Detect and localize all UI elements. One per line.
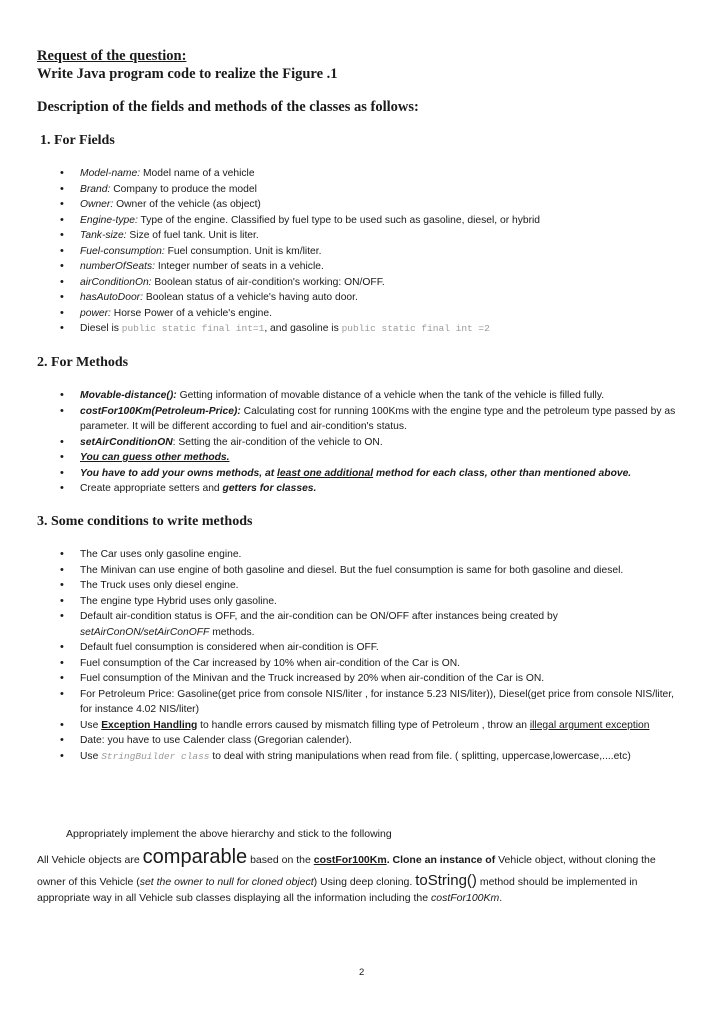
- description-heading: Description of the fields and methods of the classes as follows:: [37, 99, 419, 115]
- list-item: • The Minivan can use engine of both gasoline and diesel. But the fuel consumption is same for both gasoline and diesel.: [0, 563, 680, 579]
- list-item: • airConditionOn: Boolean status of air-condition's working: ON/OFF.: [0, 275, 680, 291]
- closing-line-3: owner of this Vehicle (set the owner to null for cloned object) Using deep cloning. toString() method should be implemented in: [37, 872, 638, 889]
- list-item: • Date: you have to use Calender class (Gregorian calender).: [0, 733, 680, 749]
- methods-section-title: 2. For Methods: [37, 355, 129, 370]
- conditions-list: [0, 547, 680, 764]
- page-number: 2: [359, 967, 365, 978]
- list-item: • Movable-distance(): Getting information of movable distance of a vehicle when the tank of the vehicle is filled fully.: [0, 388, 680, 404]
- list-item: • Engine-type: Type of the engine. Classified by fuel type to be used such as gasoline, diesel, or hybrid: [0, 213, 680, 229]
- list-item: • Create appropriate setters and getters for classes.: [0, 481, 680, 497]
- list-item: • Default fuel consumption is considered when air-condition is OFF.: [0, 640, 680, 656]
- list-item: • Diesel is public static final int=1, and gasoline is public static final int =2: [0, 321, 680, 337]
- conditions-section-title: 3. Some conditions to write methods: [37, 514, 253, 529]
- list-item: • The engine type Hybrid uses only gasoline.: [0, 594, 680, 610]
- list-item: • hasAutoDoor: Boolean status of a vehicle's having auto door.: [0, 290, 680, 306]
- list-item: • The Truck uses only diesel engine.: [0, 578, 680, 594]
- closing-line-2: All Vehicle objects are comparable based on the costFor100Km. Clone an instance of Vehicle object, without cloning the: [37, 846, 656, 868]
- list-item: • setAirConditionON: Setting the air-condition of the vehicle to ON.: [0, 435, 680, 451]
- list-item: • Use StringBuilder class to deal with string manipulations when read from file. ( splitting, uppercase,lowercase,....etc): [0, 749, 680, 765]
- list-item: • You have to add your owns methods, at least one additional method for each class, other than mentioned above.: [0, 466, 680, 482]
- list-item: • Brand: Company to produce the model: [0, 182, 680, 198]
- closing-line-1: Appropriately implement the above hierarchy and stick to the following: [66, 828, 392, 840]
- list-item: • Fuel consumption of the Minivan and the Truck increased by 20% when air-condition of the Car is ON.: [0, 671, 680, 687]
- list-item: • costFor100Km(Petroleum-Price): Calculating cost for running 100Kms with the engine type and the petroleum type passed by as parameter. It will be different according to fuel and air-condition's status.: [0, 404, 680, 435]
- methods-list: [0, 388, 680, 497]
- list-item: • Model-name: Model name of a vehicle: [0, 166, 680, 182]
- list-item: • Owner: Owner of the vehicle (as object): [0, 197, 680, 213]
- list-item: • power: Horse Power of a vehicle's engine.: [0, 306, 680, 322]
- list-item: • Fuel-consumption: Fuel consumption. Unit is km/liter.: [0, 244, 680, 260]
- fields-section-title: 1. For Fields: [40, 133, 115, 148]
- request-text: Write Java program code to realize the Figure .1: [37, 66, 338, 82]
- list-item: • Fuel consumption of the Car increased by 10% when air-condition of the Car is ON.: [0, 656, 680, 672]
- list-item: • Default air-condition status is OFF, and the air-condition can be ON/OFF after instances being created by setAirConON/setAirConOFF methods.: [0, 609, 680, 640]
- list-item: • For Petroleum Price: Gasoline(get price from console NIS/liter , for instance 5.23 NIS/liter)), Diesel(get price from console NIS/liter, for instance 4.02 NIS/liter): [0, 687, 680, 718]
- request-title: Request of the question:: [37, 48, 187, 64]
- closing-line-4: appropriate way in all Vehicle sub classes displaying all the information including the costFor100Km.: [37, 892, 503, 904]
- list-item: • The Car uses only gasoline engine.: [0, 547, 680, 563]
- list-item: • numberOfSeats: Integer number of seats in a vehicle.: [0, 259, 680, 275]
- list-item: • You can guess other methods.: [0, 450, 680, 466]
- list-item: • Use Exception Handling to handle errors caused by mismatch filling type of Petroleum , throw an illegal argument exception: [0, 718, 680, 734]
- fields-list: [0, 166, 680, 337]
- list-item: • Tank-size: Size of fuel tank. Unit is liter.: [0, 228, 680, 244]
